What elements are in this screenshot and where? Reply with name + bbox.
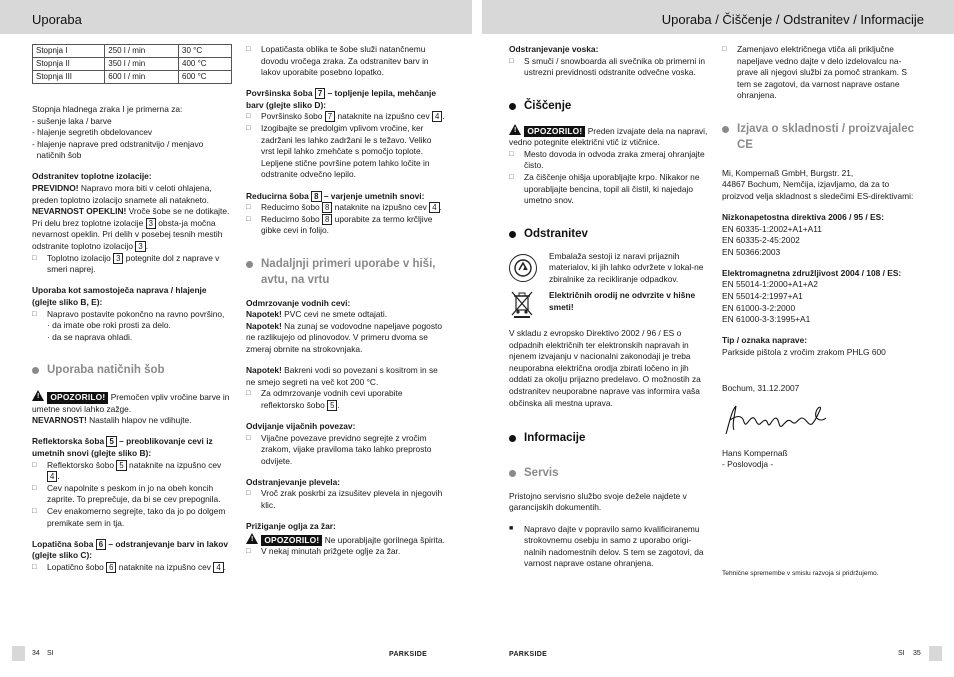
temperature-table	[32, 44, 232, 84]
nozzle-danger: NEVARNOST! Nastalih hlapov ne vdihujte.	[32, 415, 192, 426]
plug-note: □ Zamenjavo električnega vtiča ali priključne napeljave vedno dajte v delo izdelovalcu na-prave ali njegovi službi za pomoč strankam. S tem se zagotovi, da varnost naprave ostane ohranjena.	[722, 44, 922, 102]
grill-title: Prižiganje oglja za žar:	[246, 521, 336, 532]
list-item: natičnih šob	[32, 150, 82, 161]
company-line: Mi, Kompernaß GmbH, Burgstr. 21,	[722, 167, 854, 178]
reflector-step-3: □ Cev enakomerno segrejte, tako da jo po dolgem premikate sem in tja.	[32, 506, 232, 529]
cold-air-list	[32, 116, 232, 162]
reflector-step-2: □ Cev napolnite s peskom in jo na obeh koncih zaprite. To preprečuje, da bi se cev prepognila.	[32, 483, 232, 506]
list-item: - hlajenje segretih obdelovancev	[32, 127, 153, 138]
lv-standard-1: EN 60335-1:2002+A1+A11	[722, 223, 822, 234]
clean-warning: ! OPOZORILO! Preden izvajate dela na napravi, vedno potegnite električni vtič iz vtičnice.	[509, 125, 708, 148]
left-header-title: Uporaba	[32, 12, 82, 27]
weed-title: Odstranjevanje plevela:	[246, 476, 341, 487]
disposal-packaging: Embalaža sestoji iz naravi prijaznih materialov, ki jih lahko odvržete v lokal-ne zbiralnike za recikliranje odpadkov.	[549, 250, 704, 284]
lv-standard-2: EN 60335-2-45:2002	[722, 235, 800, 246]
table-cell: 30 °C	[179, 45, 232, 58]
table-cell: Stopnja I	[33, 45, 105, 58]
wax-step: □ S smuči / snowboarda ali svečnika ob primerni in ustrezni previdnosti odstranite odvečne voska.	[509, 56, 709, 79]
left-lang: SI	[47, 650, 54, 658]
emc-title: Elektromagnetna združljivost 2004 / 108 / ES:	[722, 267, 902, 278]
surface-step-2: □ Izogibajte se predolgim vplivom vročine, ker zadržani les lahko zadržani le s težavo. Veliko vrst lepil lahko zmehčate s pomočjo toplote. Lepljene stične površine potem lahko ločite in odstranite odvečno lepilo.	[246, 123, 446, 181]
right-page-box	[929, 646, 942, 661]
warning-triangle-icon: !	[509, 124, 521, 135]
signer-role: - Poslovodja -	[722, 459, 774, 470]
surface-step-1: □ Površinsko šobo 7 nataknite na izpušno cev 4 .	[246, 111, 446, 123]
insulation-title: Odstranitev toplotne izolacije:	[32, 171, 152, 182]
right-lang: SI	[898, 650, 905, 658]
right-page-header	[482, 0, 954, 34]
section-information: Informacije	[509, 431, 709, 447]
standalone-title: Uporaba kot samostoječa naprava / hlajenje (glejte sliko B, E):	[32, 285, 207, 307]
cold-air-intro: Stopnja hladnega zraka I je primerna za:	[32, 104, 183, 114]
spatula-step: □ Lopatično šobo 6 nataknite na izpušno cev 4 .	[32, 562, 232, 574]
standalone-step: □ Napravo postavite pokončno na ravno površino,	[32, 309, 232, 321]
screw-step: □ Vijačne povezave previdno segrejte z vročim zrakom, vijake praviloma tako lahko preprosto odvijete.	[246, 433, 446, 468]
section-disposal: Odstranitev	[509, 227, 709, 243]
thaw-note-3: Napotek! Bakreni vodi so povezani s kositrom in se ne smejo segreti na več kot 200 °C.	[246, 365, 438, 387]
disposal-electrical: Električnih orodij ne odvrzite v hišne smeti!	[549, 290, 696, 313]
recycling-icon	[509, 254, 537, 282]
place-date: Bochum, 31.12.2007	[722, 382, 800, 393]
table-cell: 250 l / min	[105, 45, 179, 58]
right-header-title: Uporaba / Čiščenje / Odstranitev / Informacije	[661, 12, 924, 27]
warning-triangle-icon: !	[32, 390, 44, 401]
insulation-danger: NEVARNOST OPEKLIN! Vroče šobe se ne dotikajte. Pri delu brez toplotne izolacije 3 obsta-ja močna nevarnost opeklin. Pri delih v posebej tesnih mestih odstranite toplotno izolacijo 3 .	[32, 206, 230, 252]
reflector-title: Reflektorska šoba 5 – preoblikovanje cevi iz umetnih snovi (glejte sliko B):	[32, 436, 213, 459]
left-page-number: 34	[32, 650, 40, 658]
table-row	[33, 71, 232, 84]
left-brand-logo: PARKSIDE	[389, 651, 428, 659]
lv-standard-3: EN 50366:2003	[722, 246, 781, 257]
thaw-title: Odmrzovanje vodnih cevi:	[246, 297, 351, 308]
low-voltage-title: Nizkonapetostna direktiva 2006 / 95 / ES:	[722, 211, 884, 222]
company-declaration: 44867 Bochum, Nemčija, izjavljamo, da za to proizvod velja skladnost s sledečimi ES-direktivami:	[722, 179, 914, 201]
surface-title: Površinska šoba 7 – topljenje lepila, mehčanje barv (glejte sliko D):	[246, 88, 437, 110]
nozzle-warning: ! OPOZORILO! Premočen vpliv vročine barve in umetne snovi lahko zažge.	[32, 392, 230, 414]
disposal-directive: V skladu z evropsko Direktivo 2002 / 96 / ES o odpadnih električnih ter elektronskih napravah in njenem izvajanju v nacionalni zakonodaji je treba neuporabna električna orodja zbirati ločeno in jih oddati za okolju prijazno predelavo. O možnostih za odstranitev neuporabne naprave vas informira vaša občinska ali mestna uprava.	[509, 327, 701, 408]
signer-name: Hans Kompernaß	[722, 447, 788, 458]
table-cell: Stopnja II	[33, 58, 105, 71]
list-item: - hlajenje naprave pred odstranitvijo / menjavo	[32, 138, 204, 149]
weed-step: □ Vroč zrak poskrbi za izsušitev plevela in njegovih klic.	[246, 488, 446, 511]
table-cell: 600 °C	[179, 71, 232, 84]
table-row	[33, 58, 232, 71]
wax-title: Odstranjevanje voska:	[509, 44, 599, 54]
emc-standard-2: EN 55014-2:1997+A1	[722, 291, 803, 302]
grill-step: □ V nekaj minutah prižgete oglje za žar.	[246, 546, 446, 558]
technical-note: Tehnične spremembe v smislu razvoja si pridržujemo.	[722, 569, 879, 577]
left-page-header	[0, 0, 472, 34]
crossed-bin-icon	[509, 290, 535, 318]
spatula-note: □ Lopatičasta oblika te šobe služi natančnemu dovodu vročega zraka. Za odstranitev barv in lakov uporabite posebno lopatko.	[246, 44, 446, 79]
clean-step-2: □ Za čiščenje ohišja uporabljajte krpo. Nikakor ne uporabljajte bencina, topil ali čistil, ki najedajo umetno snov.	[509, 172, 709, 207]
thaw-step: □ Za odmrzovanje vodnih cevi uporabite reflektorsko šobo 5 .	[246, 388, 446, 411]
list-item: - sušenje laka / barve	[32, 115, 112, 126]
emc-standard-4: EN 61000-3-3:1995+A1	[722, 314, 811, 325]
right-page-number: 35	[913, 650, 921, 658]
right-brand-logo: PARKSIDE	[509, 651, 548, 659]
service-note: ■ Napravo dajte v popravilo samo kvalificiranemu strokovnemu osebju in samo z uporabo origi-nalnih nadomestnih delov. S tem se zagotovi, da varnost naprave ostane ohranjena.	[509, 524, 709, 570]
column-2	[246, 44, 446, 558]
table-row	[33, 45, 232, 58]
emc-standard-1: EN 55014-1:2000+A1+A2	[722, 279, 818, 290]
section-cleaning: Čiščenje	[509, 99, 709, 115]
section-conformity: Izjava o skladnosti / proizvajalec CE	[722, 122, 922, 154]
left-page-box	[12, 646, 25, 661]
table-cell: 600 l / min	[105, 71, 179, 84]
insulation-step: □ Toplotno izolacijo 3 potegnite dol z naprave v smeri naprej.	[32, 253, 232, 276]
reflector-step-1: □ Reflektorsko šobo 5 nataknite na izpušno cev 4 .	[32, 460, 232, 483]
standalone-sub-2: · da se naprava ohladi.	[47, 331, 133, 342]
screw-title: Odvijanje vijačnih povezav:	[246, 420, 356, 431]
emc-standard-3: EN 61000-3-2:2000	[722, 302, 796, 313]
section-service: Servis	[509, 466, 709, 482]
service-text: Pristojno servisno službo svoje dežele najdete v garancijskih dokumentih.	[509, 490, 687, 513]
column-1	[32, 44, 232, 573]
column-4	[722, 44, 922, 578]
reducer-title: Reducirna šoba 8 – varjenje umetnih snovi:	[246, 190, 425, 201]
insulation-warning: PREVIDNO! Napravo mora biti v celoti ohlajena, preden toplotno izolacijo snamete ali natakneto.	[32, 183, 212, 205]
warning-triangle-icon: !	[246, 533, 258, 544]
table-cell: Stopnja III	[33, 71, 105, 84]
type-value: Parkside pištola z vročim zrakom PHLG 600	[722, 346, 886, 357]
spatula-title: Lopatična šoba 6 – odstranjevanje barv in lakov (glejte sliko C):	[32, 538, 229, 561]
reducer-step-1: □ Reducirno šobo 8 nataknite na izpušno cev 4 .	[246, 202, 446, 214]
thaw-note-1: Napotek! PVC cevi ne smete odtajati.	[246, 309, 388, 320]
column-3	[509, 44, 709, 570]
grill-warning: ! OPOZORILO! Ne uporabljajte gorilnega špirita.	[246, 533, 446, 547]
section-nozzles: Uporaba natičnih šob	[32, 363, 232, 379]
clean-step-1: □ Mesto dovoda in odvoda zraka zmeraj ohranjajte čisto.	[509, 149, 709, 172]
table-cell: 400 °C	[179, 58, 232, 71]
signature-image	[722, 400, 922, 442]
thaw-note-2: Napotek! Na zunaj se vodovodne napeljave pogosto ne razlikujejo od plinovodov. V primeru dvoma se zmeraj obrnite na strokovnjaka.	[246, 320, 443, 354]
standalone-sub-1: · da imate obe roki prosti za delo.	[47, 320, 171, 331]
reducer-step-2: □ Reducirno šobo 8 uporabite za termo krčljive gibke cevi in folijo.	[246, 214, 446, 237]
section-more-uses: Nadaljnji primeri uporabe v hiši, avtu, na vrtu	[246, 257, 446, 289]
type-title: Tip / oznaka naprave:	[722, 335, 808, 346]
table-cell: 350 l / min	[105, 58, 179, 71]
